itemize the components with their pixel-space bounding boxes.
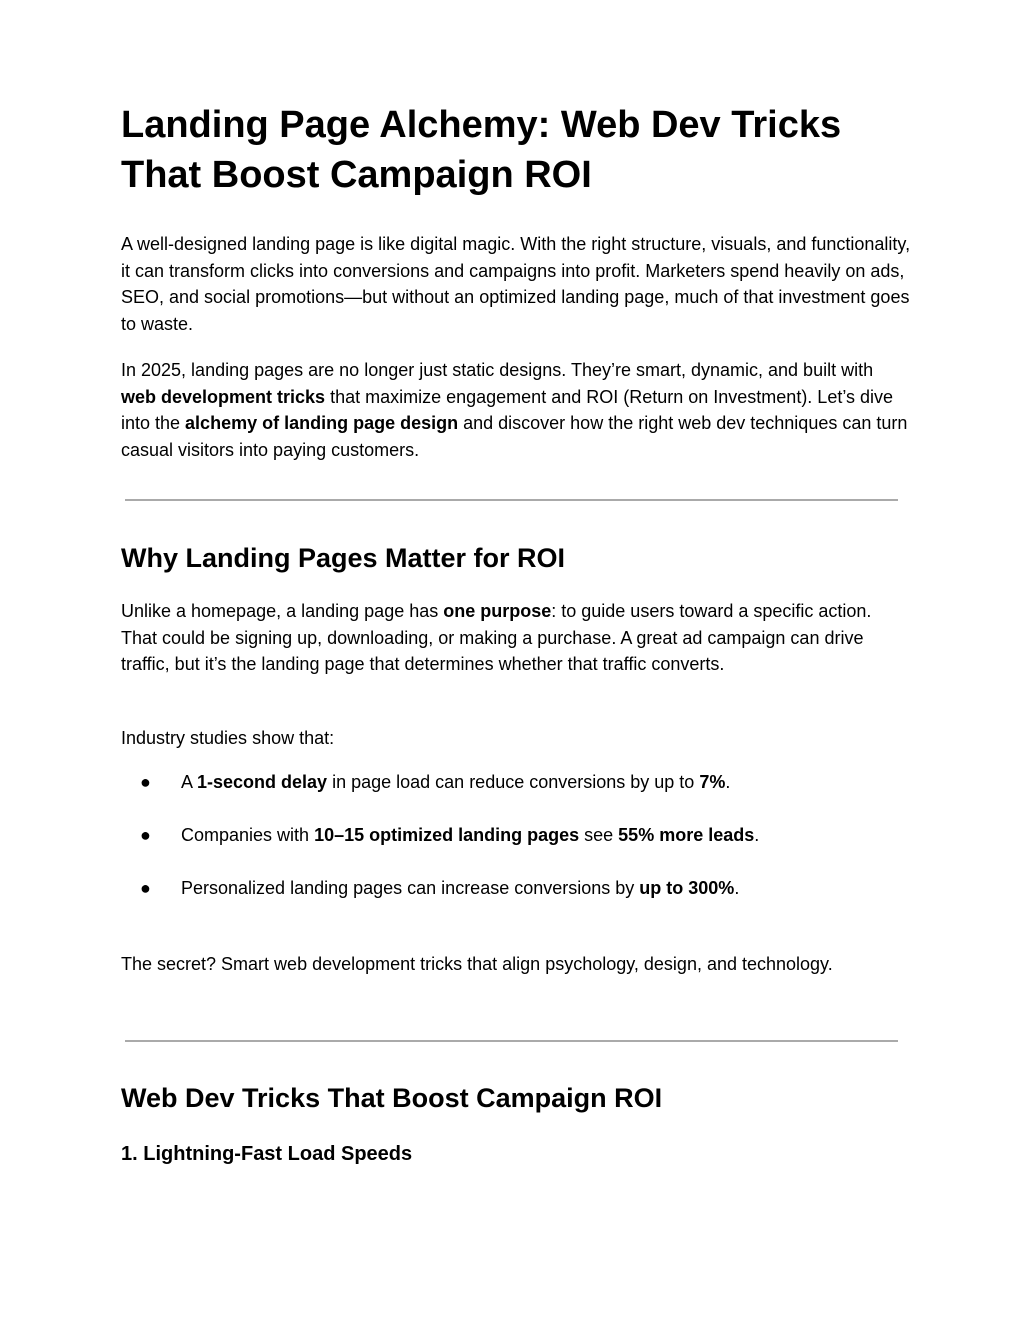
bold-text: 7%	[699, 772, 726, 792]
text: and discover how the right web dev techniques can turn casual visitors into paying customers.	[121, 413, 908, 460]
intro-paragraph-2	[121, 357, 911, 463]
section1-paragraph-2: Industry studies show that:	[121, 728, 335, 748]
bullet-icon: ●	[140, 772, 151, 792]
text: : to guide users toward a specific action. That could be signing up, downloading, or making a purchase. A great ad campaign can drive traffic, but it’s the landing page that determines whether that traffic converts.	[121, 601, 872, 674]
text: Companies with	[181, 825, 315, 845]
bold-text: one purpose	[443, 601, 552, 621]
text: see	[579, 825, 619, 845]
bold-text: 10–15 optimized landing pages	[314, 825, 580, 845]
section-heading-tricks: Web Dev Tricks That Boost Campaign ROI	[121, 1083, 663, 1113]
page-title: Landing Page Alchemy: Web Dev Tricks That Boost Campaign ROI	[121, 104, 842, 196]
divider	[125, 1040, 898, 1042]
divider	[125, 499, 898, 501]
text: Unlike a homepage, a landing page has	[121, 601, 444, 621]
text: in page load can reduce conversions by up to	[327, 772, 700, 792]
bold-text: alchemy of landing page design	[185, 413, 459, 433]
bold-text: 1-second delay	[197, 772, 328, 792]
bullet-icon: ●	[140, 825, 151, 845]
subheading-load-speeds: 1. Lightning-Fast Load Speeds	[121, 1143, 413, 1165]
text: that maximize engagement and ROI (Return on Investment). Let’s dive into the	[121, 386, 894, 433]
text: A	[181, 772, 198, 792]
section-heading-roi: Why Landing Pages Matter for ROI	[121, 543, 566, 573]
text: .	[754, 825, 760, 845]
bullet-icon: ●	[140, 878, 151, 898]
section1-paragraph-1	[121, 598, 911, 678]
text: .	[725, 772, 731, 792]
text: Personalized landing pages can increase conversions by	[181, 878, 640, 898]
bold-text: web development tricks	[121, 386, 326, 407]
text: .	[734, 878, 740, 898]
bold-text: 55% more leads	[618, 825, 755, 845]
intro-paragraph-1: A well-designed landing page is like digital magic. With the right structure, visuals, and functionality, it can transform clicks into conversions and campaigns into profit. Marketers spend heavily on ads, SEO, and social promotions—but without an optimized landing page, much of that investment goes to waste.	[121, 234, 911, 334]
section1-paragraph-3: The secret? Smart web development tricks that align psychology, design, and technology.	[121, 954, 833, 974]
text: In 2025, landing pages are no longer just static designs. They’re smart, dynamic, and built with	[121, 360, 874, 380]
bold-text: up to 300%	[639, 878, 735, 898]
